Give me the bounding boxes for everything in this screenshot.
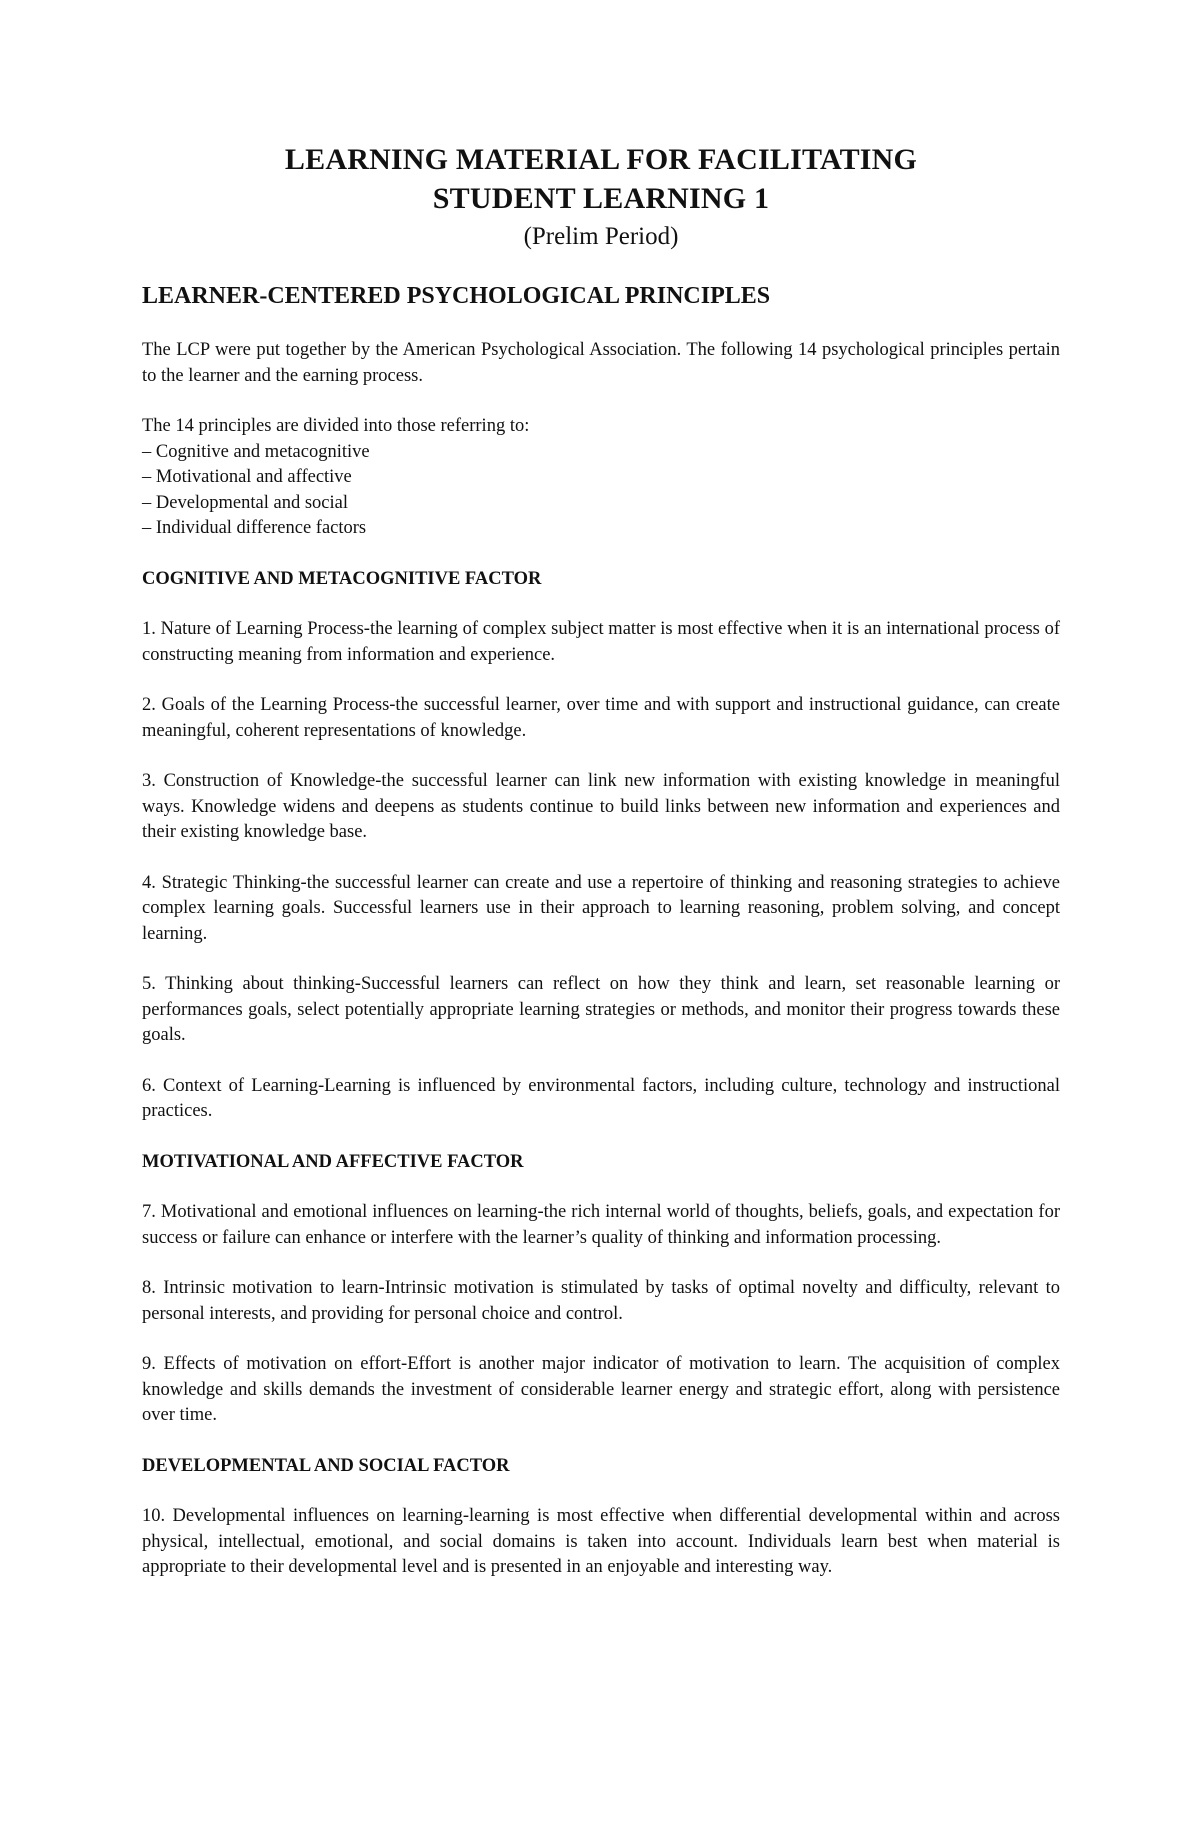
document-subtitle: (Prelim Period): [523, 223, 679, 250]
principle-9: 9. Effects of motivation on effort-Effort is another major indicator of motivation to learn. The acquisition of complex knowledge and skills demands the investment of considerable learner energy and strategic effort, along with persistence over time.: [142, 1354, 1060, 1425]
division-intro: The 14 principles are divided into those referring to:: [142, 416, 530, 436]
section-heading-developmental: DEVELOPMENTAL AND SOCIAL FACTOR: [142, 1455, 510, 1476]
principle-3: 3. Construction of Knowledge-the successful learner can link new information with existing knowledge in meaningful ways. Knowledge widens and deepens as students continue to build links between new information and experiences and their existing knowledge base.: [142, 771, 1060, 842]
document-title-line-1: LEARNING MATERIAL FOR FACILITATING: [284, 143, 918, 176]
division-item: – Developmental and social: [142, 492, 349, 513]
principle-4: 4. Strategic Thinking-the successful learner can create and use a repertoire of thinking and reasoning strategies to achieve complex learning goals. Successful learners use in their approach to learning reasoning, problem solving, and concept learning.: [142, 872, 1060, 944]
principle-7: 7. Motivational and emotional influences on learning-the rich internal world of thoughts, beliefs, goals, and expectation for success or failure can enhance or interfere with the learner’s quality of thinking and information processing.: [142, 1202, 1060, 1248]
principle-10: 10. Developmental influences on learning-learning is most effective when differential developmental within and across physical, intellectual, emotional, and social domains is taken into account. Individuals learn best when material is appropriate to their developmental level and is presented in an enjoyable and interesting way.: [142, 1506, 1060, 1577]
principle-6: 6. Context of Learning-Learning is influenced by environmental factors, including culture, technology and instructional practices.: [142, 1075, 1060, 1121]
document-body: [142, 338, 1060, 1606]
principle-1: 1. Nature of Learning Process-the learning of complex subject matter is most effective when it is an international process of constructing meaning from information and experience.: [142, 619, 1060, 665]
principle-8: 8. Intrinsic motivation to learn-Intrinsic motivation is stimulated by tasks of optimal novelty and difficulty, relevant to personal interests, and providing for personal choice and control.: [142, 1278, 1060, 1324]
title-block: [142, 140, 1060, 256]
division-item: – Cognitive and metacognitive: [142, 441, 370, 462]
main-heading: LEARNER-CENTERED PSYCHOLOGICAL PRINCIPLES: [142, 283, 771, 309]
document-title-line-2: STUDENT LEARNING 1: [432, 182, 770, 215]
section-heading-cognitive: COGNITIVE AND METACOGNITIVE FACTOR: [142, 568, 542, 589]
division-item: – Individual difference factors: [142, 518, 367, 538]
principle-2: 2. Goals of the Learning Process-the successful learner, over time and with support and instructional guidance, can create meaningful, coherent representations of knowledge.: [142, 695, 1060, 741]
intro-paragraph: The LCP were put together by the American Psychological Association. The following 14 psychological principles pertain to the learner and the earning process.: [142, 340, 1060, 386]
division-item: – Motivational and affective: [142, 467, 352, 487]
section-heading-motivational: MOTIVATIONAL AND AFFECTIVE FACTOR: [142, 1151, 524, 1172]
principle-5: 5. Thinking about thinking-Successful learners can reflect on how they think and learn, set reasonable learning or performances goals, select potentially appropriate learning strategies or methods, and monitor their progress towards these goals.: [142, 974, 1060, 1045]
division-list: [142, 414, 1060, 542]
